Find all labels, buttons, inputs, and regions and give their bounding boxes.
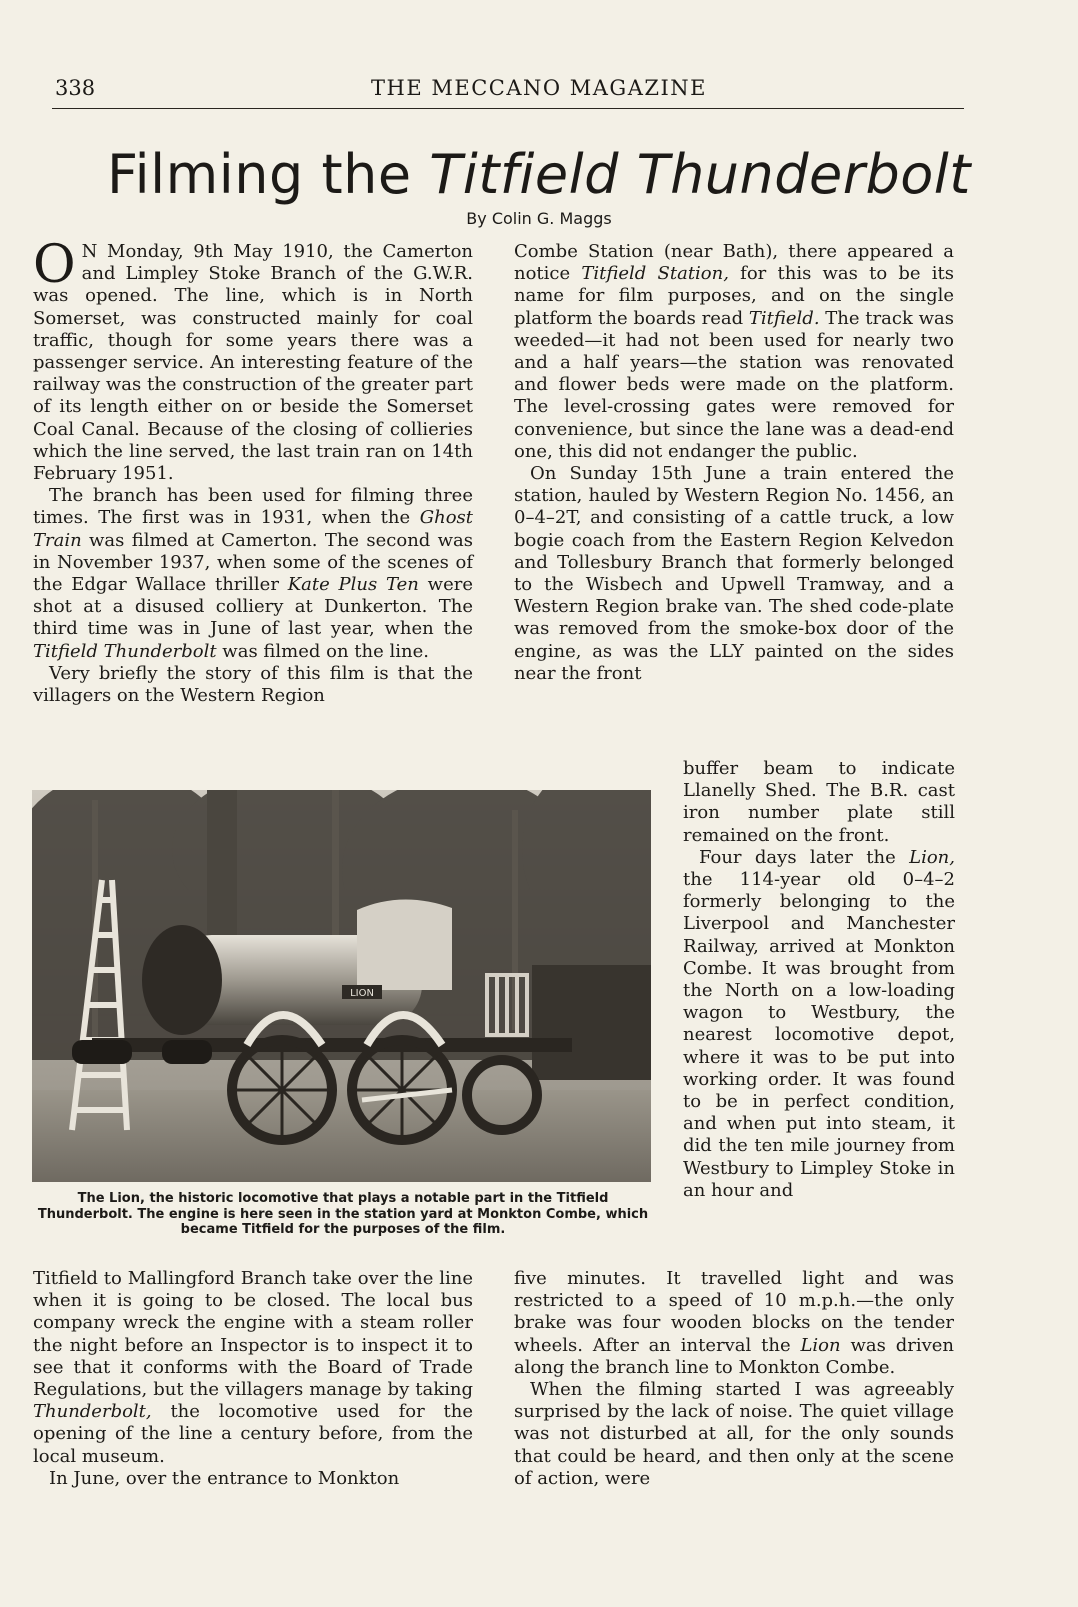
text-run: Titfield to Mallingford Branch take over the line when it is going to be closed. The local bus company wreck the engine with a steam roller the night before an Inspector is to inspect it to see that it conforms with the Board of Trade Regulations, but the villagers manage by taking <box>33 1268 473 1401</box>
running-head: THE MECCANO MAGAZINE <box>371 76 707 100</box>
paragraph <box>514 1379 954 1490</box>
paragraph <box>514 1268 954 1379</box>
column-right-bottom <box>514 1268 954 1490</box>
text-run: The branch has been used for filming three times. The first was in 1931, when the <box>33 485 473 529</box>
film-title: Kate Plus Ten <box>287 574 419 596</box>
text-run: Combe Station (near Bath), there appeared a notice <box>514 241 954 285</box>
header-rule <box>52 108 964 109</box>
paragraph <box>33 1268 473 1468</box>
text-run: for this was to be its name for film purposes, and on the single platform the boards read <box>514 263 955 329</box>
film-title: Ghost Train <box>33 507 473 551</box>
paragraph <box>33 485 473 663</box>
engine-plate: LION <box>350 988 374 999</box>
paragraph-text: In June, over the entrance to Monkton <box>49 1467 400 1489</box>
text-run: was filmed at Camerton. The second was in November 1937, when some of the scenes of the Edgar Wallace thriller <box>33 529 473 596</box>
paragraph <box>514 463 954 685</box>
text-run: Four days later the <box>699 846 910 868</box>
paragraph-text: buffer beam to indicate Llanelly Shed. The B.R. cast iron number plate still remained on the front. <box>683 758 955 846</box>
italic-text: Titfield Station, <box>581 263 729 285</box>
film-title: Titfield Thunderbolt <box>33 640 217 662</box>
title-italic: Titfield Thunderbolt <box>429 143 971 206</box>
paragraph <box>514 241 954 463</box>
paragraph-text: Very briefly the story of this film is that the villagers on the Western Region <box>33 662 473 707</box>
column-right-top <box>514 241 954 685</box>
column-right-middle <box>683 758 955 1202</box>
text-run: was driven along the branch line to Monkton Combe. <box>514 1334 955 1378</box>
paragraph <box>33 663 473 707</box>
italic-text: Titfield. <box>748 307 820 329</box>
text-run: the locomotive used for the opening of the line a century before, from the local museum. <box>33 1401 473 1467</box>
text-run: The track was weeded—it had not been used for nearly two and a half years—the station was renovated and flower beds were made on the platform. The level-crossing gates were removed for convenience, but since the lane was a dead-end one, this did not endanger the public. <box>514 307 954 462</box>
italic-text: Lion, <box>909 846 955 868</box>
photo-caption: The Lion, the historic locomotive that plays a notable part in the Titfield Thunderbolt. The engine is here seen in the station yard at Monkton Combe, which became Titfield for the purposes of the film. <box>37 1191 649 1237</box>
text-run: were shot at a disused colliery at Dunkerton. The third time was in June of last year, when the <box>33 574 473 640</box>
paragraph <box>33 235 473 485</box>
article-title <box>0 140 1078 210</box>
column-left-bottom <box>33 1268 473 1490</box>
column-left-top <box>33 235 473 707</box>
text-run: was filmed on the line. <box>216 640 429 662</box>
paragraph-text: On Sunday 15th June a train entered the station, hauled by Western Region No. 1456, an 0–4–2T, and consisting of a cattle truck, a low bogie coach from the Eastern Region Kelvedon and Tollesbury Branch that formerly belonged to the Wisbech and Upwell Tramway, and a Western Region brake van. The shed code-plate was removed from the smoke-box door of the engine, as was the LLY painted on the sides near the front <box>514 463 954 684</box>
title-plain: Filming the <box>107 143 412 206</box>
paragraph <box>33 1468 473 1490</box>
drop-cap: O <box>33 235 76 295</box>
italic-text: Thunderbolt, <box>33 1401 152 1423</box>
paragraph <box>683 847 955 1202</box>
text-run: the 114-year old 0–4–2 formerly belonging to the Liverpool and Manchester Railway, arrived at Monkton Combe. It was brought from the North on a low-loading wagon to Westbury, the nearest locomotive depot, where it was to be put into working order. It was found to be in perfect condition, and when put into steam, it did the ten mile journey from Westbury to Limpley Stoke in an hour and <box>683 869 955 1201</box>
paragraph-text: When the filming started I was agreeably surprised by the lack of noise. The quiet village was not disturbed at all, for the only sounds that could be heard, and then only at the scene of action, were <box>514 1379 954 1489</box>
paragraph <box>683 758 955 847</box>
byline: By Colin G. Maggs <box>466 209 612 228</box>
italic-text: Lion <box>800 1334 841 1356</box>
locomotive-photo <box>32 790 651 1182</box>
paragraph-text: N Monday, 9th May 1910, the Camerton and Limpley Stoke Branch of the G.W.R. was opened. The line, which is in North Somerset, was constructed mainly for coal traffic, though for some years there was a passenger service. An interesting feature of the railway was the construction of the greater part of its length either on or beside the Somerset Coal Canal. Because of the closing of collieries which the line served, the last train ran on 14th February 1951. <box>33 241 473 485</box>
page-number: 338 <box>55 76 96 100</box>
text-run: five minutes. It travelled light and was restricted to a speed of 10 m.p.h.—the only brake was four wooden blocks on the tender wheels. After an interval the <box>514 1268 954 1356</box>
